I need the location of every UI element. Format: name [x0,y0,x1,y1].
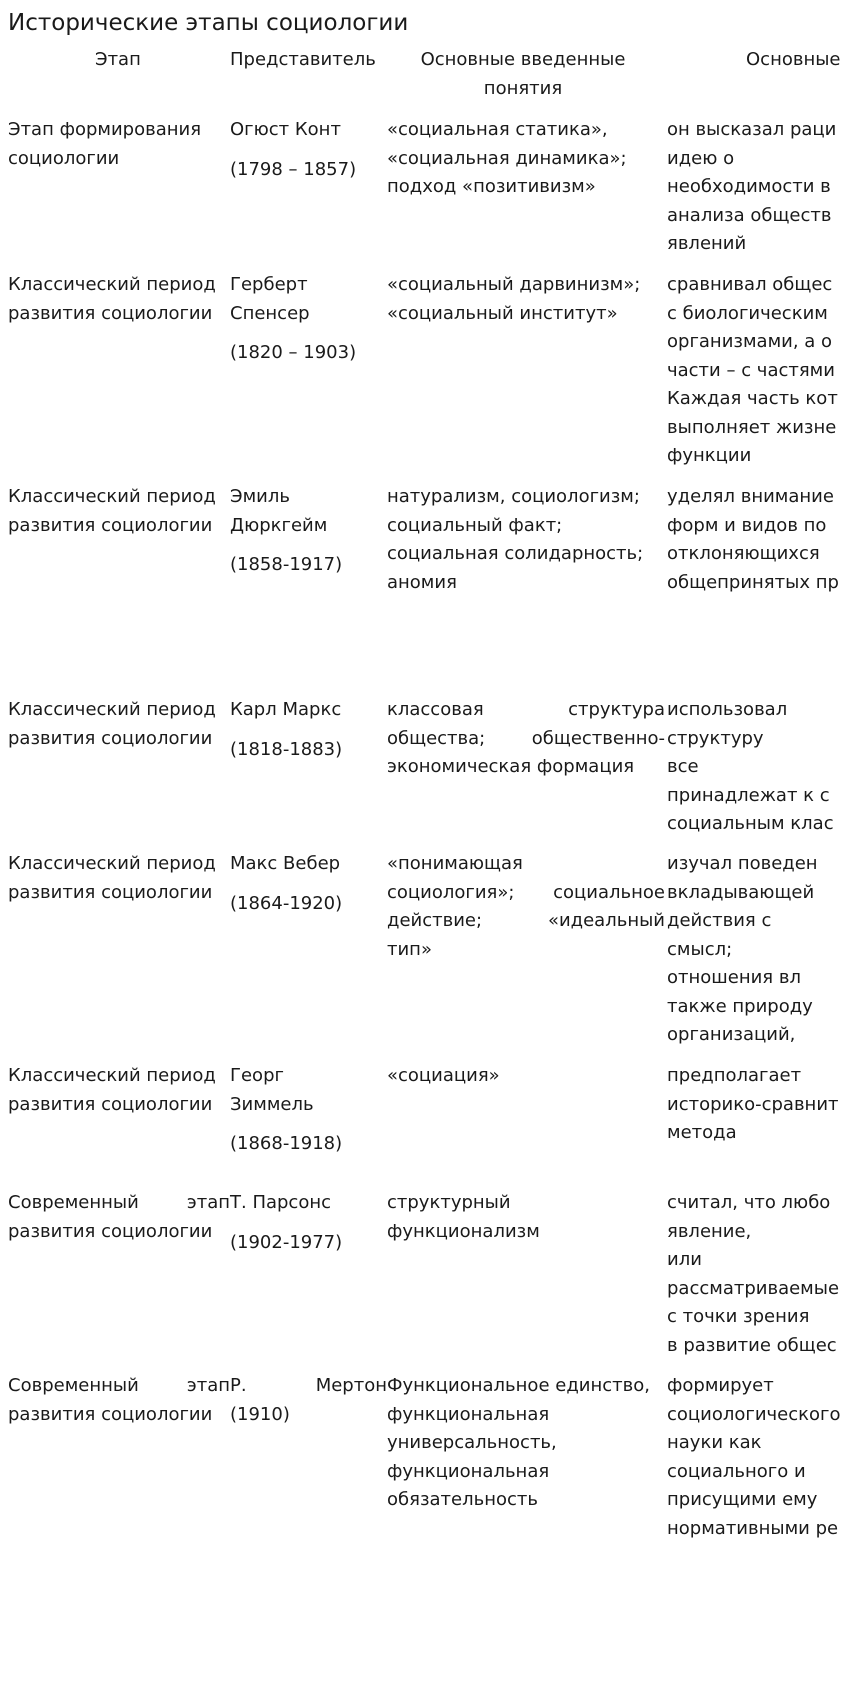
text-line: экономическая формация [387,756,635,777]
cell-ideas [667,483,839,597]
cell-stage [8,696,216,753]
text-line: развития социологии [8,727,213,749]
text-line: действие; «идеальный [387,910,665,931]
text-line: социологического [667,1403,841,1425]
text-line: общества; общественно- [387,727,665,749]
text-line: сравнивал общес [667,274,833,295]
text-line: смысл; [667,938,733,960]
text-line: Классический период [8,1065,216,1086]
text-line: обязательность [387,1489,538,1510]
text-line: анализа обществ [667,204,832,226]
cell-concepts [387,850,665,964]
cell-concepts [387,1062,500,1091]
cell-years: (1798 – 1857) [230,158,357,180]
cell-years: (1820 – 1903) [230,342,357,363]
cell-years: (1858-1917) [230,554,343,575]
cell-representative [230,483,342,580]
text-line: Дюркгейм [230,514,328,536]
text-line: с точки зрения [667,1306,810,1327]
header-ideas: Основные [746,49,841,70]
text-line: Карл Маркс [230,699,342,720]
text-line: развития социологии [8,1403,213,1425]
text-line: принадлежат к с [667,784,830,806]
text-line: явление, [667,1220,752,1242]
text-line: «социальный дарвинизм»; [387,274,641,295]
text-line: Макс Вебер [230,853,341,874]
text-line: форм и видов по [667,514,827,536]
text-line: Классический период [8,486,216,507]
text-line: действия с [667,910,772,931]
text-line: все [667,756,699,777]
text-line: Современный этап [8,1192,230,1213]
text-line: функциональная [387,1460,550,1482]
text-line: «понимающая [387,853,523,874]
text-line: аномия [387,571,457,593]
text-line: Каждая часть кот [667,388,838,409]
text-line: Зиммель [230,1093,314,1115]
text-line: уделял внимание [667,486,834,507]
cell-representative [230,1372,387,1429]
text-line: организаций, [667,1024,796,1045]
text-line: Классический период [8,853,216,874]
cell-stage [8,1189,230,1246]
text-line: Спенсер [230,302,310,324]
header-stage: Этап [95,49,141,70]
text-line: развития социологии [8,1093,213,1115]
cell-ideas [667,696,834,839]
text-line: науки как [667,1432,762,1453]
text-line: (1910) [230,1403,290,1425]
cell-representative [230,1189,342,1257]
cell-ideas [667,1372,841,1543]
text-line: Р. Мертон [230,1375,387,1396]
cell-representative [230,696,342,764]
cell-ideas [667,116,836,259]
text-line: социальная солидарность; [387,543,644,564]
text-line: Эмиль [230,486,290,507]
text-line: вкладывающей [667,881,815,903]
cell-representative [230,116,356,184]
text-line: формирует [667,1375,774,1396]
text-line: Огюст Конт [230,119,341,140]
cell-concepts [387,1189,540,1246]
text-line: тип» [387,938,432,960]
text-line: Функциональное единство, [387,1375,650,1396]
text-line: развития социологии [8,1220,213,1242]
text-line: развития социологии [8,881,213,903]
text-line: натурализм, социологизм; [387,486,640,507]
cell-years: (1868-1918) [230,1133,343,1154]
header-concepts-line: понятия [483,77,563,99]
header-concepts-line: Основные введенные [420,49,626,70]
text-line: присущими ему [667,1489,818,1510]
text-line: социального и [667,1460,806,1482]
text-line: «социальный институт» [387,302,618,324]
text-line: классовая структура [387,699,665,720]
text-line: социология»; социальное [387,881,665,903]
cell-stage [8,1372,230,1429]
text-line: предполагает [667,1065,802,1086]
header-concepts [413,46,633,103]
text-line: социальным клас [667,813,834,834]
text-line: функционализм [387,1220,540,1242]
cell-concepts [387,696,665,782]
cell-concepts [387,1372,650,1515]
text-line: явлений [667,233,747,254]
text-line: изучал поведен [667,853,818,874]
text-line: части – с частями [667,359,835,381]
text-line: Классический период [8,274,216,295]
cell-years: (1818-1883) [230,738,343,760]
text-line: структуру [667,727,764,749]
cell-ideas [667,850,818,1050]
cell-concepts [387,483,643,597]
text-line: также природу [667,995,813,1017]
text-line: с биологическим [667,302,828,324]
text-line: организмами, а о [667,331,833,352]
cell-years: (1902-1977) [230,1231,343,1253]
text-line: он высказал раци [667,119,837,140]
text-line: рассматриваемые [667,1277,840,1299]
cell-concepts [387,116,627,202]
text-line: отношения вл [667,967,801,988]
text-line: социологии [8,147,120,169]
text-line: развития социологии [8,514,213,536]
document-title: Исторические этапы социологии [8,10,409,36]
cell-representative [230,850,342,918]
cell-stage [8,850,216,907]
text-line: Георг [230,1065,284,1086]
text-line: общепринятых пр [667,571,839,593]
text-line: в развитие общес [667,1334,837,1356]
text-line: «социальная статика», [387,119,608,140]
cell-ideas [667,1062,839,1148]
cell-ideas [667,271,838,471]
text-line: «социальная динамика»; [387,147,627,169]
text-line: Современный этап [8,1375,230,1396]
text-line: историко-сравнит [667,1093,839,1115]
cell-ideas [667,1189,839,1360]
text-line: отклоняющихся [667,543,820,564]
text-line: использовал [667,699,788,720]
text-line: структурный [387,1192,511,1213]
cell-concepts [387,271,640,328]
cell-representative [230,271,356,368]
text-line: Т. Парсонс [230,1192,332,1213]
cell-representative [230,1062,342,1159]
cell-stage [8,116,201,173]
text-line: необходимости в [667,176,831,197]
text-line: «социация» [387,1065,500,1086]
text-line: метода [667,1122,737,1143]
text-line: Классический период [8,699,216,720]
cell-stage [8,483,216,540]
header-representative: Представитель [230,49,376,70]
text-line: универсальность, [387,1432,557,1453]
text-line: нормативными ре [667,1517,839,1539]
text-line: подход «позитивизм» [387,176,596,197]
text-line: развития социологии [8,302,213,324]
text-line: социальный факт; [387,514,563,536]
text-line: Герберт [230,274,308,295]
text-line: или [667,1249,702,1270]
text-line: считал, что любо [667,1192,831,1213]
text-line: Этап формирования [8,119,202,140]
text-line: идею о [667,147,735,169]
cell-stage [8,1062,216,1119]
text-line: выполняет жизне [667,416,837,438]
text-line: функции [667,445,752,466]
text-line: функциональная [387,1403,550,1425]
cell-years: (1864-1920) [230,892,343,914]
cell-stage [8,271,216,328]
